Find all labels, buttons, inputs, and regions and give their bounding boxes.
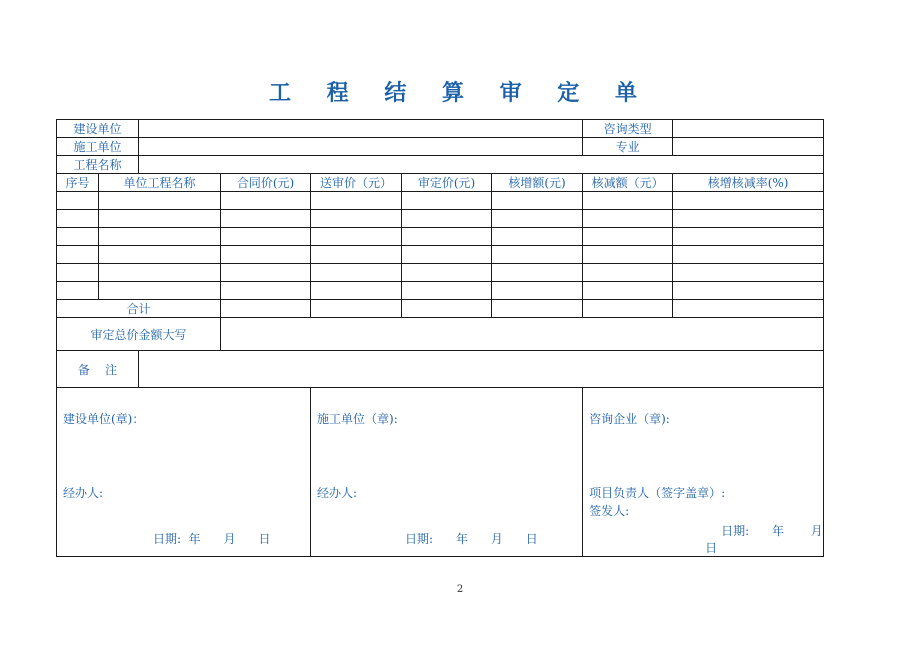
col-header-index: 序号 (57, 174, 99, 192)
contractor-row (57, 138, 824, 156)
cell-increase[interactable] (492, 264, 583, 282)
cell-approved-price[interactable] (402, 282, 492, 300)
cell-decrease[interactable] (583, 210, 673, 228)
cell-unit-name[interactable] (99, 210, 221, 228)
owner-value-cell[interactable] (139, 120, 583, 138)
document-title: 工 程 结 算 审 定 单 (269, 81, 651, 106)
cell-submitted-price[interactable] (311, 282, 402, 300)
cell-index[interactable] (57, 282, 99, 300)
consult-issuer-label: 签发人: (589, 504, 630, 518)
consult-signature-block[interactable] (583, 388, 824, 557)
cell-rate[interactable] (673, 282, 824, 300)
owner-label: 建设单位 (57, 120, 139, 138)
cell-increase[interactable] (492, 228, 583, 246)
cell-contract-price[interactable] (221, 246, 311, 264)
cell-submitted-price[interactable] (311, 246, 402, 264)
cell-submitted-price[interactable] (311, 192, 402, 210)
contractor-date-label: 日期: 年 月 日 (405, 532, 538, 546)
cell-increase[interactable] (492, 246, 583, 264)
total-label: 合计 (57, 300, 221, 318)
cell-rate[interactable] (673, 246, 824, 264)
remarks-row (57, 351, 824, 388)
project-name-row (57, 156, 824, 174)
table-row (57, 192, 824, 210)
cell-rate[interactable] (673, 264, 824, 282)
cell-increase[interactable] (492, 210, 583, 228)
cell-decrease[interactable] (583, 246, 673, 264)
col-header-decrease: 核减额（元） (583, 174, 673, 192)
total-approved-price[interactable] (402, 300, 492, 318)
cell-approved-price[interactable] (402, 264, 492, 282)
table-row (57, 228, 824, 246)
owner-handler-label: 经办人: (63, 486, 104, 500)
cell-unit-name[interactable] (99, 192, 221, 210)
settlement-form-table (56, 119, 824, 557)
total-submitted-price[interactable] (311, 300, 402, 318)
cell-submitted-price[interactable] (311, 228, 402, 246)
cell-unit-name[interactable] (99, 264, 221, 282)
amount-words-value-cell[interactable] (221, 318, 824, 351)
col-header-rate: 核增核减率(%) (673, 174, 824, 192)
cell-approved-price[interactable] (402, 210, 492, 228)
table-row (57, 210, 824, 228)
col-header-contract-price: 合同价(元) (221, 174, 311, 192)
cell-index[interactable] (57, 210, 99, 228)
cell-rate[interactable] (673, 228, 824, 246)
cell-contract-price[interactable] (221, 228, 311, 246)
table-row (57, 246, 824, 264)
column-header-row (57, 174, 824, 192)
owner-seal-label: 建设单位(章)： (63, 412, 145, 426)
project-name-label: 工程名称 (57, 156, 139, 174)
contractor-handler-label: 经办人: (317, 486, 358, 500)
cell-unit-name[interactable] (99, 282, 221, 300)
table-row (57, 264, 824, 282)
cell-decrease[interactable] (583, 192, 673, 210)
owner-row (57, 120, 824, 138)
cell-submitted-price[interactable] (311, 264, 402, 282)
specialty-label: 专业 (583, 138, 673, 156)
contractor-value-cell[interactable] (139, 138, 583, 156)
cell-decrease[interactable] (583, 228, 673, 246)
cell-increase[interactable] (492, 282, 583, 300)
total-row (57, 300, 824, 318)
consult-seal-label: 咨询企业（章): (589, 412, 670, 426)
owner-date-label: 日期: 年 月 日 (153, 532, 271, 546)
cell-decrease[interactable] (583, 282, 673, 300)
cell-unit-name[interactable] (99, 246, 221, 264)
col-header-submitted-price: 送审价（元） (311, 174, 402, 192)
cell-index[interactable] (57, 246, 99, 264)
consult-date-label: 日期: 年 月 (721, 524, 823, 538)
cell-contract-price[interactable] (221, 192, 311, 210)
cell-contract-price[interactable] (221, 282, 311, 300)
project-name-value-cell[interactable] (139, 156, 824, 174)
cell-approved-price[interactable] (402, 246, 492, 264)
owner-signature-block[interactable] (57, 388, 311, 557)
total-decrease[interactable] (583, 300, 673, 318)
remarks-label: 备 注 (57, 351, 139, 388)
cell-unit-name[interactable] (99, 228, 221, 246)
signature-row (57, 388, 824, 557)
contractor-seal-label: 施工单位（章): (317, 412, 398, 426)
cell-approved-price[interactable] (402, 228, 492, 246)
cell-index[interactable] (57, 192, 99, 210)
cell-index[interactable] (57, 264, 99, 282)
cell-index[interactable] (57, 228, 99, 246)
cell-contract-price[interactable] (221, 264, 311, 282)
cell-increase[interactable] (492, 192, 583, 210)
total-increase[interactable] (492, 300, 583, 318)
col-header-unit-name: 单位工程名称 (99, 174, 221, 192)
amount-words-label: 审定总价金额大写 (57, 318, 221, 351)
total-contract-price[interactable] (221, 300, 311, 318)
page-number: 2 (456, 584, 464, 595)
table-row (57, 282, 824, 300)
remarks-value-cell[interactable] (139, 351, 824, 388)
col-header-increase: 核增额(元) (492, 174, 583, 192)
consult-type-label: 咨询类型 (583, 120, 673, 138)
cell-submitted-price[interactable] (311, 210, 402, 228)
consult-type-value-cell[interactable] (673, 120, 824, 138)
col-header-approved-price: 审定价(元) (402, 174, 492, 192)
cell-contract-price[interactable] (221, 210, 311, 228)
contractor-label: 施工单位 (57, 138, 139, 156)
cell-rate[interactable] (673, 210, 824, 228)
amount-words-row (57, 318, 824, 351)
consult-date-day-label: 日 (705, 541, 718, 555)
contractor-signature-block[interactable] (311, 388, 583, 557)
cell-approved-price[interactable] (402, 192, 492, 210)
cell-decrease[interactable] (583, 264, 673, 282)
consult-leader-label: 项目负责人（签字盖章）: (589, 486, 726, 500)
cell-rate[interactable] (673, 192, 824, 210)
specialty-value-cell[interactable] (673, 138, 824, 156)
total-rate[interactable] (673, 300, 824, 318)
